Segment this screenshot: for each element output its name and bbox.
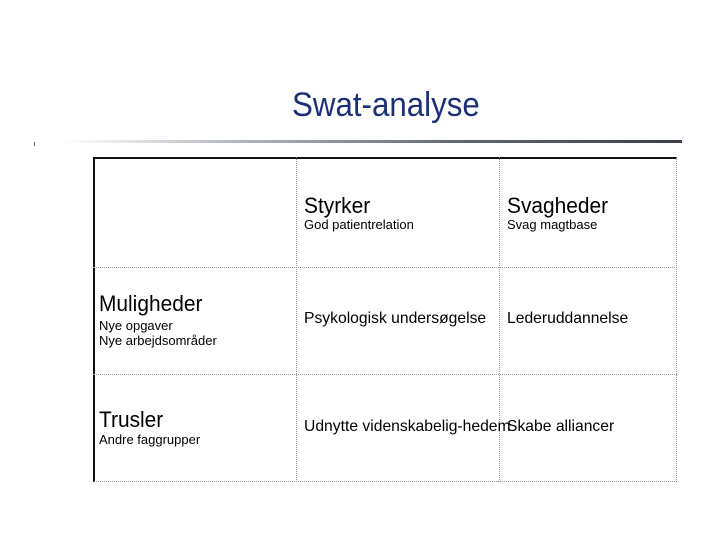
slide-title: Swat-analyse <box>292 86 480 124</box>
grid-row-divider-2 <box>93 374 677 375</box>
cell-muligheder-styrker: Psykologisk undersøgelse <box>304 310 487 327</box>
column-subtext-styrker: God patientrelation <box>304 217 414 232</box>
cell-muligheder-svagheder: Lederuddannelse <box>507 310 629 327</box>
row-subtext-muligheder-2: Nye arbejdsområder <box>99 333 217 348</box>
column-subtext-svagheder: Svag magtbase <box>507 217 598 232</box>
row-heading-muligheder: Muligheder <box>99 291 203 316</box>
cell-trusler-styrker: Udnytte videnskabelig-hedem <box>304 418 511 435</box>
column-heading-styrker: Styrker <box>304 193 371 218</box>
row-heading-trusler: Trusler <box>99 407 164 432</box>
left-margin-mark <box>34 142 35 146</box>
grid-col-divider-1 <box>296 157 297 482</box>
title-divider <box>62 140 682 143</box>
column-heading-svagheder: Svagheder <box>507 193 609 218</box>
cell-trusler-svagheder: Skabe alliancer <box>507 418 615 435</box>
row-subtext-muligheder-1: Nye opgaver <box>99 318 173 333</box>
grid-row-divider-1 <box>93 267 677 268</box>
row-subtext-trusler-1: Andre faggrupper <box>99 432 201 447</box>
